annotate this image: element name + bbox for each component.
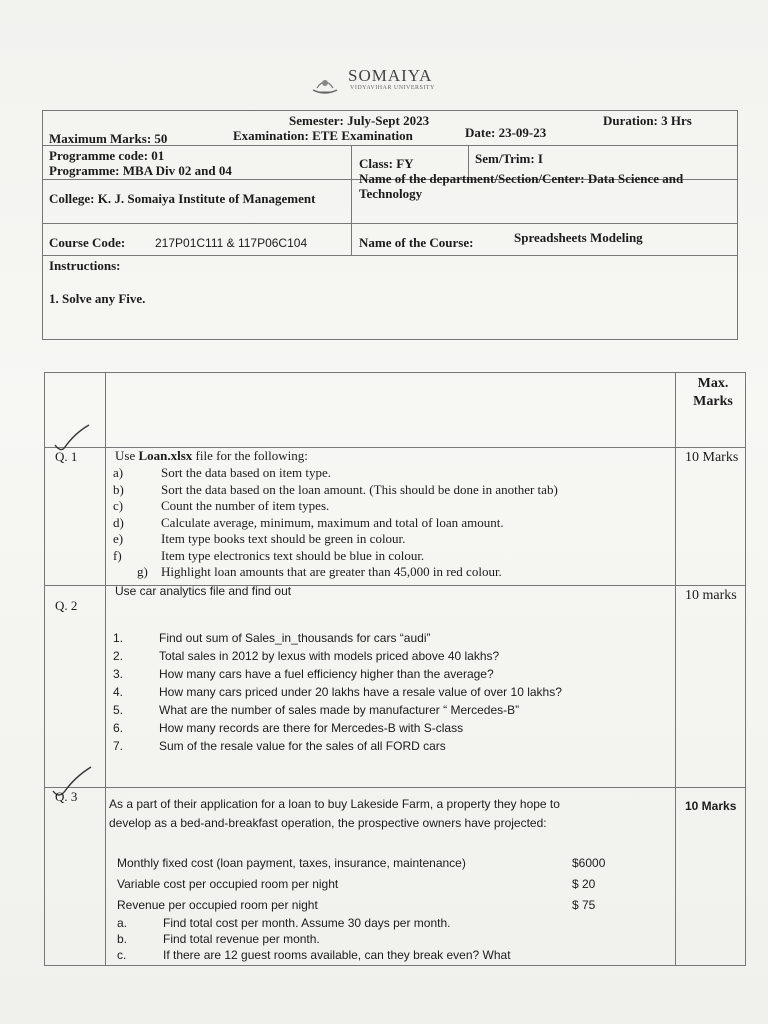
list-item: 6. How many records are there for Mercedes-B with S-class — [113, 721, 464, 735]
list-item: b) Sort the data based on the loan amount. (This should be done in another tab) — [113, 481, 558, 497]
programme-code: Programme code: 01 — [49, 148, 165, 163]
list-item: a) Sort the data based on item type. — [113, 465, 332, 480]
list-item: c. If there are 12 guest rooms available, can they break even? What — [117, 948, 511, 962]
q2-number: Q. 2 — [55, 598, 78, 613]
semester: Semester: July-Sept 2023 — [289, 113, 430, 128]
course-code: 217P01C111 & 117P06C104 — [155, 236, 308, 250]
q1-items — [113, 465, 558, 581]
list-item: 1. Find out sum of Sales_in_thousands for cars “audi” — [113, 631, 431, 645]
list-item: 4. How many cars priced under 20 lakhs have a resale value of over 10 lakhs? — [113, 685, 562, 699]
q3-costs — [117, 853, 617, 916]
course-name-label: Name of the Course: — [359, 235, 474, 250]
logo-subtitle: VIDYAVIHAR UNIVERSITY — [350, 85, 435, 91]
exam-header-table — [42, 110, 738, 340]
list-item: f) Item type electronics text should be blue in colour. — [113, 547, 425, 563]
exam-date: Date: 23-09-23 — [465, 125, 547, 140]
q1-marks: 10 Marks — [685, 450, 739, 465]
cost-row: Revenue per occupied room per night $ 75 — [117, 898, 596, 912]
programme: Programme: MBA Div 02 and 04 — [49, 163, 232, 178]
list-item: d) Calculate average, minimum, maximum and total of loan amount. — [113, 514, 504, 530]
list-item: 2. Total sales in 2012 by lexus with models priced above 40 lakhs? — [113, 649, 500, 663]
list-item: e) Item type books text should be green in colour. — [113, 531, 406, 546]
q2-intro: Use car analytics file and find out — [115, 584, 292, 598]
max-marks-header: Max. Marks — [693, 376, 733, 409]
class: Class: FY — [359, 156, 414, 171]
logo-name: SOMAIYA — [348, 66, 433, 85]
examination: Examination: ETE Examination — [233, 128, 413, 143]
q2-items — [113, 629, 562, 755]
college: College: K. J. Somaiya Institute of Management — [49, 191, 316, 206]
department: Name of the department/Section/Center: Data Science and Technology — [359, 171, 684, 201]
list-item: 7. Sum of the resale value for the sales of all FORD cars — [113, 739, 446, 753]
q3-marks: 10 Marks — [685, 799, 737, 813]
list-item: 3. How many cars have a fuel efficiency higher than the average? — [113, 667, 494, 681]
course-code-label: Course Code: — [49, 235, 126, 250]
q2-marks: 10 marks — [685, 588, 737, 603]
maximum-marks: Maximum Marks: 50 — [49, 131, 168, 146]
course-name: Spreadsheets Modeling — [514, 230, 643, 245]
duration: Duration: 3 Hrs — [603, 113, 692, 128]
q3-number: Q. 3 — [55, 789, 78, 804]
q1-number: Q. 1 — [55, 449, 78, 464]
q3-items — [117, 915, 511, 963]
list-item: g) Highlight loan amounts that are greater than 45,000 in red colour. — [137, 564, 502, 579]
questions-table — [44, 372, 746, 966]
cost-row: Monthly fixed cost (loan payment, taxes, insurance, maintenance) $6000 — [117, 856, 606, 870]
list-item: b. Find total revenue per month. — [117, 932, 320, 946]
sem-trim: Sem/Trim: I — [475, 151, 543, 166]
emblem-icon — [310, 70, 340, 98]
instruction-1: 1. Solve any Five. — [49, 291, 146, 306]
q3-intro: As a part of their application for a loan to buy Lakeside Farm, a property they hope to develop as a bed-and-breakfast operation, the prospective owners have projected: — [109, 797, 560, 830]
university-logo — [310, 66, 460, 102]
cost-row: Variable cost per occupied room per night $ 20 — [117, 877, 596, 891]
list-item: 5. What are the number of sales made by manufacturer “ Mercedes-B” — [113, 703, 520, 717]
instructions-label: Instructions: — [49, 258, 121, 273]
list-item: a. Find total cost per month. Assume 30 days per month. — [117, 916, 451, 930]
q1-intro: Use Loan.xlsx file for the following: — [115, 448, 308, 463]
list-item: c) Count the number of item types. — [113, 498, 330, 513]
